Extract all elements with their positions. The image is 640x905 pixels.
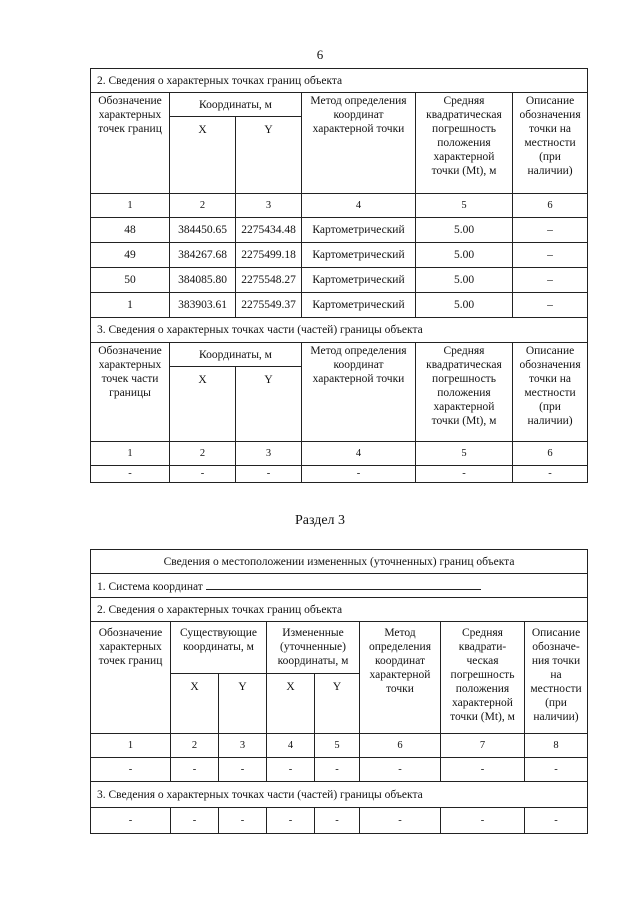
- col-num: 5: [416, 194, 513, 218]
- cell-method: Картометрический: [302, 218, 416, 243]
- header-x: X: [267, 674, 315, 734]
- table-row: [91, 268, 588, 293]
- cell-desc: –: [513, 243, 588, 268]
- cell-empty: -: [219, 808, 267, 834]
- table-title: Сведения о местоположении измененных (уточненных) границ объекта: [91, 550, 588, 574]
- header-point: Обозначение характерных точек границ: [91, 93, 170, 194]
- section-heading-2: 2. Сведения о характерных точках границ объекта: [91, 69, 588, 93]
- col-num: 1: [91, 194, 170, 218]
- cell-point: 49: [91, 243, 170, 268]
- header-method: Метод определения координат характерной точки: [302, 343, 416, 442]
- cell-x: 384085.80: [170, 268, 236, 293]
- cell-x: 384267.68: [170, 243, 236, 268]
- cell-empty: -: [236, 466, 302, 483]
- col-num: 3: [219, 734, 267, 758]
- col-num: 5: [416, 442, 513, 466]
- cell-y: 2275549.37: [236, 293, 302, 318]
- col-num: 3: [236, 442, 302, 466]
- cell-empty: -: [302, 466, 416, 483]
- cell-empty: -: [91, 466, 170, 483]
- cell-empty: -: [171, 808, 219, 834]
- header-error: Средняя квадратическая погрешность положения характерной точки (Mt), м: [416, 343, 513, 442]
- cell-error: 5.00: [416, 268, 513, 293]
- header-x: X: [170, 117, 236, 194]
- col-num: 4: [267, 734, 315, 758]
- cell-empty: -: [525, 808, 588, 834]
- header-existing: Существующие координаты, м: [171, 622, 267, 674]
- header-desc: Описание обозначе-ния точки на местности (при наличии): [525, 622, 588, 734]
- cell-method: Картометрический: [302, 293, 416, 318]
- col-num: 4: [302, 442, 416, 466]
- cell-empty: -: [91, 808, 171, 834]
- header-y: Y: [315, 674, 360, 734]
- cell-empty: -: [267, 808, 315, 834]
- cell-empty: -: [315, 808, 360, 834]
- header-error: Средняя квадратическая погрешность положения характерной точки (Mt), м: [416, 93, 513, 194]
- cell-point: 50: [91, 268, 170, 293]
- cell-empty: -: [267, 758, 315, 782]
- cell-empty: -: [360, 758, 441, 782]
- cell-desc: –: [513, 268, 588, 293]
- cell-empty: -: [170, 466, 236, 483]
- cell-y: 2275434.48: [236, 218, 302, 243]
- header-error: Средняя квадрати-ческая погрешность положения характерной точки (Mt), м: [441, 622, 525, 734]
- header-point: Обозначение характерных точек части границы: [91, 343, 170, 442]
- cell-empty: -: [315, 758, 360, 782]
- header-method: Метод определения координат характерной точки: [360, 622, 441, 734]
- boundary-points-table: [90, 68, 588, 483]
- cell-desc: –: [513, 293, 588, 318]
- cell-empty: -: [416, 466, 513, 483]
- cell-empty: -: [513, 466, 588, 483]
- cell-empty: -: [360, 808, 441, 834]
- cell-empty: -: [441, 758, 525, 782]
- cell-point: 48: [91, 218, 170, 243]
- table-row: [91, 218, 588, 243]
- table-row: [91, 808, 588, 834]
- cell-error: 5.00: [416, 243, 513, 268]
- header-point: Обозначение характерных точек границ: [91, 622, 171, 734]
- coord-system: [91, 574, 588, 598]
- header-coords: Координаты, м: [170, 93, 302, 117]
- cell-point: 1: [91, 293, 170, 318]
- table-row: [91, 243, 588, 268]
- cell-error: 5.00: [416, 218, 513, 243]
- header-method: Метод определения координат характерной точки: [302, 93, 416, 194]
- col-num: 6: [360, 734, 441, 758]
- header-desc: Описание обозначения точки на местности (при наличии): [513, 343, 588, 442]
- cell-empty: -: [219, 758, 267, 782]
- col-num: 4: [302, 194, 416, 218]
- cell-x: 383903.61: [170, 293, 236, 318]
- page-number: 6: [316, 47, 324, 62]
- table-row: [91, 466, 588, 483]
- col-num: 6: [513, 194, 588, 218]
- section-heading-2: 2. Сведения о характерных точках границ объекта: [91, 598, 588, 622]
- cell-empty: -: [171, 758, 219, 782]
- header-coords: Координаты, м: [170, 343, 302, 367]
- cell-error: 5.00: [416, 293, 513, 318]
- cell-desc: –: [513, 218, 588, 243]
- coord-system-blank: [206, 578, 481, 590]
- cell-empty: -: [441, 808, 525, 834]
- section-title: Раздел 3: [294, 513, 346, 528]
- col-num: 6: [513, 442, 588, 466]
- changed-boundaries-table: [90, 549, 588, 834]
- header-y: Y: [219, 674, 267, 734]
- col-num: 1: [91, 442, 170, 466]
- header-y: Y: [236, 367, 302, 442]
- col-num: 2: [170, 442, 236, 466]
- cell-empty: -: [525, 758, 588, 782]
- col-num: 2: [171, 734, 219, 758]
- col-num: 8: [525, 734, 588, 758]
- header-x: X: [171, 674, 219, 734]
- coord-system-label: 1. Система координат: [97, 580, 203, 593]
- cell-empty: -: [91, 758, 171, 782]
- header-desc: Описание обозначения точки на местности (при наличии): [513, 93, 588, 194]
- header-x: X: [170, 367, 236, 442]
- cell-method: Картометрический: [302, 268, 416, 293]
- table-row: [91, 293, 588, 318]
- cell-y: 2275499.18: [236, 243, 302, 268]
- cell-y: 2275548.27: [236, 268, 302, 293]
- col-num: 7: [441, 734, 525, 758]
- col-num: 3: [236, 194, 302, 218]
- header-y: Y: [236, 117, 302, 194]
- cell-x: 384450.65: [170, 218, 236, 243]
- header-changed: Измененные (уточненные) координаты, м: [267, 622, 360, 674]
- cell-method: Картометрический: [302, 243, 416, 268]
- table-row: [91, 758, 588, 782]
- section-heading-3: 3. Сведения о характерных точках части (частей) границы объекта: [91, 782, 588, 808]
- col-num: 2: [170, 194, 236, 218]
- col-num: 1: [91, 734, 171, 758]
- section-heading-3: 3. Сведения о характерных точках части (частей) границы объекта: [91, 318, 588, 343]
- col-num: 5: [315, 734, 360, 758]
